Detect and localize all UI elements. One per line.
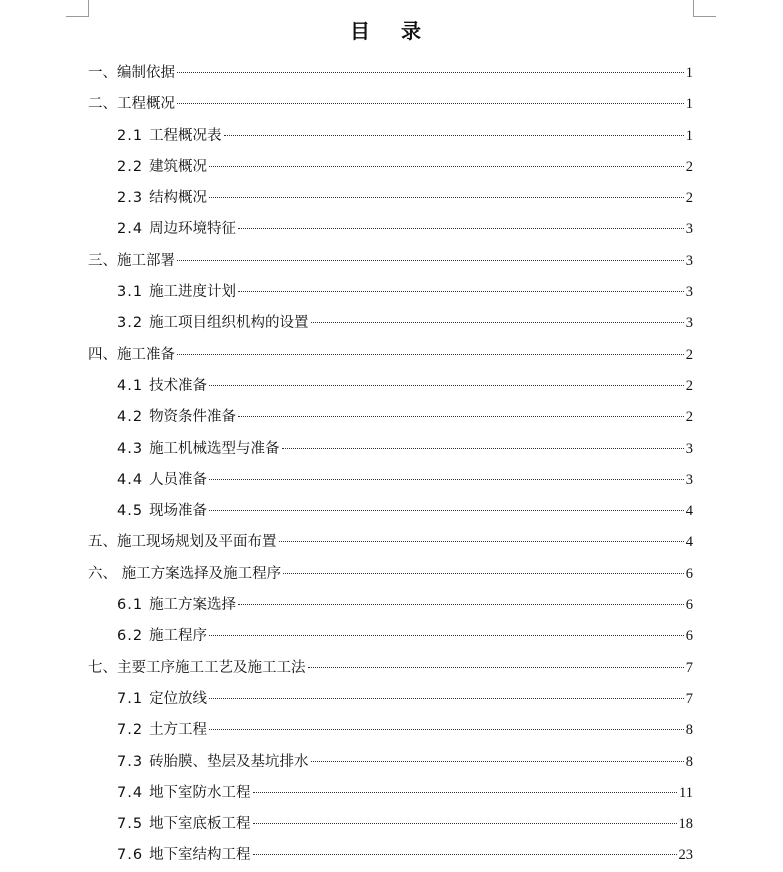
toc-entry-page-number: 1: [685, 96, 693, 113]
toc-entry-number: 4.3: [117, 440, 144, 457]
toc-entry-page-number: 6: [685, 597, 693, 614]
toc-entry[interactable]: [88, 778, 693, 809]
toc-entry-label: [88, 527, 277, 558]
toc-entry-label: [117, 308, 309, 339]
toc-entry-page-number: 3: [685, 440, 693, 457]
toc-dot-leader: [238, 290, 684, 292]
toc-entry-number: 2.1: [117, 127, 144, 144]
toc-entry-number: 7.3: [117, 753, 144, 770]
toc-entry-page-number: 3: [685, 315, 693, 332]
toc-dot-leader: [209, 697, 684, 699]
toc-dot-leader: [238, 415, 684, 417]
toc-dot-leader: [253, 853, 677, 855]
toc-entry-text: 工程概况表: [149, 127, 222, 144]
toc-dot-leader: [311, 321, 684, 323]
toc-entry-text: 砖胎膜、垫层及基坑排水: [149, 753, 309, 770]
toc-entry-text: 六、 施工方案选择及施工程序: [88, 565, 282, 582]
toc-entry-number: 3.1: [117, 284, 144, 301]
toc-dot-leader: [177, 259, 684, 261]
toc-entry-label: [88, 246, 175, 277]
toc-entry[interactable]: [88, 590, 693, 621]
toc-entry-label: [117, 152, 207, 183]
toc-entry[interactable]: [88, 371, 693, 402]
toc-entry-number: 2.2: [117, 158, 144, 175]
toc-entry-label: [117, 121, 222, 152]
toc-entry[interactable]: [88, 527, 693, 558]
toc-entry-page-number: 6: [685, 565, 693, 582]
toc-entry-label: [117, 809, 251, 840]
toc-entry-number: 3.2: [117, 315, 144, 332]
page-corner-mark-right: [693, 0, 716, 17]
toc-entry[interactable]: [88, 214, 693, 245]
toc-entry[interactable]: [88, 152, 693, 183]
toc-dot-leader: [177, 353, 684, 355]
toc-entry-number: 6.1: [117, 597, 144, 614]
toc-entry-text: 地下室防水工程: [149, 784, 251, 801]
toc-entry[interactable]: [88, 621, 693, 652]
toc-entry[interactable]: [88, 715, 693, 746]
toc-entry-label: [117, 621, 207, 652]
toc-entry-text: 现场准备: [149, 503, 208, 520]
toc-entry-page-number: 1: [685, 65, 693, 81]
toc-entry-page-number: 2: [685, 158, 693, 175]
toc-entry-label: [117, 747, 309, 778]
toc-entry-number: 7.5: [117, 816, 144, 833]
toc-entry-page-number: 3: [685, 471, 693, 488]
toc-entry-label: [117, 214, 236, 245]
page-corner-mark-left: [66, 0, 89, 17]
toc-entry-number: 4.2: [117, 409, 144, 426]
toc-entry-label: [117, 371, 207, 402]
toc-entry-page-number: 11: [679, 784, 693, 801]
toc-entry[interactable]: [88, 246, 693, 277]
toc-entry-number: 2.3: [117, 190, 144, 207]
toc-entry-label: [117, 715, 207, 746]
toc-entry-text: 结构概况: [149, 190, 208, 207]
toc-dot-leader: [177, 71, 684, 73]
toc-dot-leader: [282, 447, 684, 449]
toc-entry-number: 7.2: [117, 722, 144, 739]
toc-entry-page-number: 2: [685, 190, 693, 207]
toc-entry-label: [117, 277, 236, 308]
toc-entry-page-number: 18: [678, 816, 693, 833]
toc-entry-label: [88, 58, 175, 89]
toc-entry[interactable]: [88, 340, 693, 371]
toc-dot-leader: [283, 572, 684, 574]
toc-entry[interactable]: [88, 496, 693, 527]
toc-entry[interactable]: [88, 747, 693, 778]
toc-title: 目 录: [350, 19, 433, 43]
toc-entry-text: 物资条件准备: [149, 409, 237, 426]
toc-dot-leader: [238, 603, 684, 605]
toc-entry-label: [117, 590, 236, 621]
toc-entry-text: 七、主要工序施工工艺及施工工法: [88, 659, 306, 676]
toc-entry-label: [88, 89, 175, 120]
toc-dot-leader: [279, 540, 684, 542]
toc-entry[interactable]: [88, 840, 693, 871]
toc-entry-number: 4.1: [117, 377, 144, 394]
toc-entry-text: 施工机械选型与准备: [149, 440, 280, 457]
table-of-contents: [88, 58, 693, 872]
toc-entry-label: [117, 778, 251, 809]
toc-entry-page-number: 2: [685, 346, 693, 363]
toc-entry-label: [117, 840, 251, 871]
toc-entry-page-number: 3: [685, 252, 693, 269]
toc-entry[interactable]: [88, 58, 693, 89]
toc-entry-number: 4.5: [117, 503, 144, 520]
toc-entry-text: 施工项目组织机构的设置: [149, 315, 309, 332]
toc-entry-page-number: 6: [685, 628, 693, 645]
toc-dot-leader: [311, 760, 684, 762]
toc-entry-number: 4.4: [117, 471, 144, 488]
toc-entry-label: [88, 559, 281, 590]
toc-entry-label: [117, 402, 236, 433]
toc-entry-text: 技术准备: [149, 377, 208, 394]
toc-entry[interactable]: [88, 121, 693, 152]
toc-entry-text: 五、施工现场规划及平面布置: [88, 534, 277, 551]
toc-dot-leader: [209, 165, 684, 167]
toc-entry-label: [117, 434, 280, 465]
toc-entry-label: [88, 340, 175, 371]
toc-entry[interactable]: [88, 684, 693, 715]
toc-entry[interactable]: [88, 89, 693, 120]
toc-entry[interactable]: [88, 434, 693, 465]
toc-entry-label: [117, 183, 207, 214]
toc-entry-page-number: 3: [685, 221, 693, 238]
toc-entry-text: 地下室结构工程: [149, 847, 251, 864]
toc-entry-page-number: 23: [678, 847, 693, 864]
toc-entry-text: 一、编制依据: [88, 65, 175, 81]
toc-entry-number: 6.2: [117, 628, 144, 645]
toc-entry-text: 四、施工准备: [88, 346, 175, 363]
toc-entry[interactable]: [88, 402, 693, 433]
toc-entry-page-number: 3: [685, 284, 693, 301]
toc-entry[interactable]: [88, 465, 693, 496]
toc-entry-text: 施工进度计划: [149, 284, 237, 301]
toc-entry-label: [117, 684, 207, 715]
toc-entry-page-number: 2: [685, 377, 693, 394]
toc-entry-number: 7.4: [117, 784, 144, 801]
toc-entry-text: 定位放线: [149, 690, 208, 707]
toc-entry-number: 7.6: [117, 847, 144, 864]
toc-entry-text: 施工方案选择: [149, 597, 237, 614]
toc-dot-leader: [209, 509, 684, 511]
toc-dot-leader: [209, 196, 684, 198]
toc-dot-leader: [209, 384, 684, 386]
toc-entry[interactable]: [88, 277, 693, 308]
toc-dot-leader: [209, 478, 684, 480]
toc-dot-leader: [209, 728, 684, 730]
toc-entry[interactable]: [88, 559, 693, 590]
toc-entry-page-number: 7: [685, 690, 693, 707]
toc-entry-text: 人员准备: [149, 471, 208, 488]
toc-entry-text: 三、施工部署: [88, 252, 175, 269]
toc-entry-page-number: 8: [685, 753, 693, 770]
toc-entry[interactable]: [88, 308, 693, 339]
toc-entry-label: [117, 496, 207, 527]
toc-dot-leader: [238, 227, 684, 229]
toc-entry[interactable]: [88, 183, 693, 214]
toc-entry-page-number: 1: [685, 127, 693, 144]
toc-entry-text: 建筑概况: [149, 158, 208, 175]
toc-entry-text: 二、工程概况: [88, 96, 175, 113]
toc-dot-leader: [224, 134, 684, 136]
toc-entry[interactable]: [88, 809, 693, 840]
toc-entry-text: 地下室底板工程: [149, 816, 251, 833]
toc-dot-leader: [253, 791, 677, 793]
toc-dot-leader: [253, 822, 677, 824]
toc-entry-text: 土方工程: [149, 722, 208, 739]
toc-dot-leader: [308, 666, 684, 668]
toc-entry-text: 施工程序: [149, 628, 208, 645]
toc-entry-label: [117, 465, 207, 496]
toc-entry-page-number: 8: [685, 722, 693, 739]
toc-entry-page-number: 4: [685, 503, 693, 520]
toc-entry-number: 2.4: [117, 221, 144, 238]
toc-entry-page-number: 4: [685, 534, 693, 551]
toc-entry[interactable]: [88, 653, 693, 684]
toc-entry-number: 7.1: [117, 690, 144, 707]
toc-entry-page-number: 7: [685, 659, 693, 676]
toc-entry-label: [88, 653, 306, 684]
toc-dot-leader: [209, 634, 684, 636]
toc-entry-page-number: 2: [685, 409, 693, 426]
toc-entry-text: 周边环境特征: [149, 221, 237, 238]
toc-dot-leader: [177, 102, 684, 104]
